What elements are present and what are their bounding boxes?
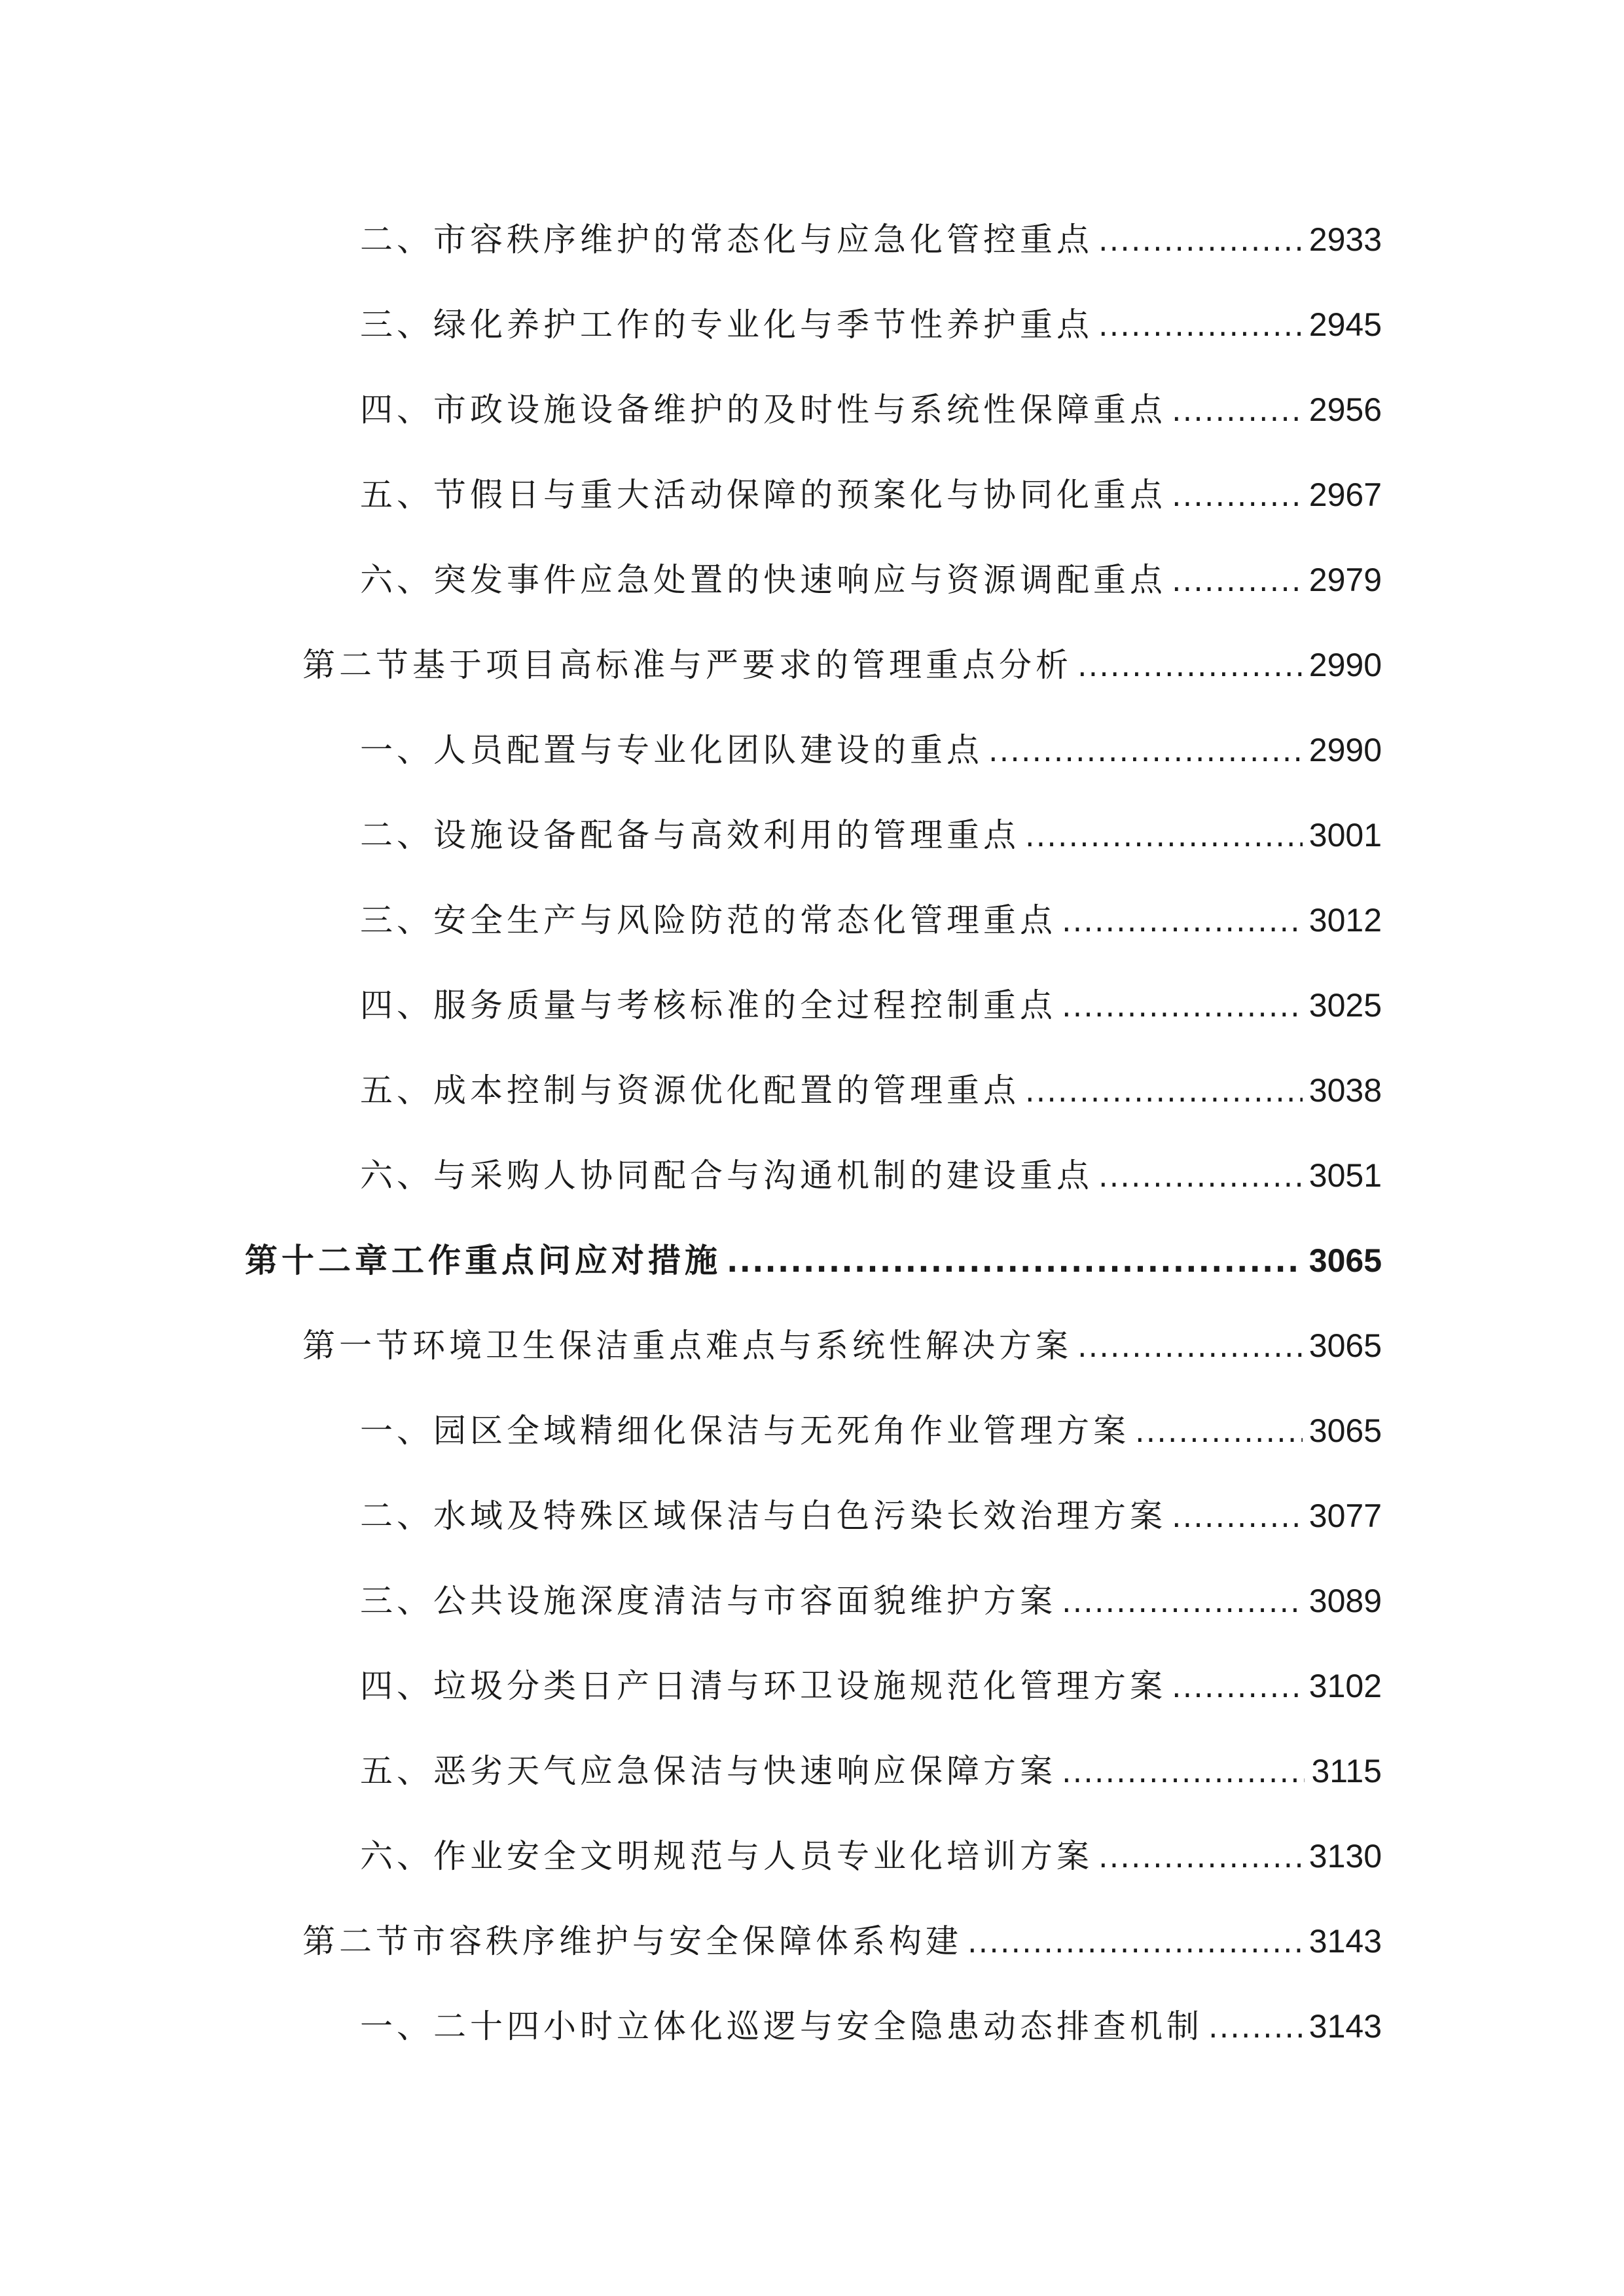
toc-entry[interactable] <box>360 724 1382 776</box>
toc-entry[interactable] <box>302 1915 1382 1967</box>
toc-entry[interactable] <box>360 1149 1382 1202</box>
toc-entry[interactable] <box>360 213 1382 266</box>
toc-entry-title: 三、公共设施深度清洁与市容面貌维护方案 <box>360 1582 1056 1620</box>
toc-page-number: 3102 <box>1308 1668 1382 1704</box>
toc-entry[interactable] <box>360 384 1382 436</box>
toc-dot-leader <box>1208 2001 1303 2053</box>
toc-entry[interactable] <box>360 1405 1382 1457</box>
toc-page-number: 2945 <box>1308 306 1382 343</box>
toc-entry[interactable] <box>302 639 1382 691</box>
toc-page-number: 3051 <box>1308 1157 1382 1194</box>
toc-page-number: 2990 <box>1308 647 1382 683</box>
toc-entry-title: 六、突发事件应急处置的快速响应与资源调配重点 <box>360 561 1166 599</box>
toc-entry[interactable] <box>360 809 1382 861</box>
toc-dot-leader <box>1098 1831 1303 1883</box>
toc-dot-leader <box>967 1916 1303 1968</box>
toc-entry[interactable] <box>360 1660 1382 1712</box>
toc-page-number: 3001 <box>1308 817 1382 853</box>
toc-dot-leader <box>1172 554 1303 607</box>
toc-entry-title: 五、节假日与重大活动保障的预案化与协同化重点 <box>360 476 1166 514</box>
toc-page-number: 3065 <box>1308 1412 1382 1449</box>
toc-dot-leader <box>727 1235 1303 1287</box>
toc-chapter-entry[interactable] <box>245 1234 1382 1287</box>
toc-entry-title: 一、二十四小时立体化巡逻与安全隐患动态排查机制 <box>360 2007 1203 2045</box>
toc-entry[interactable] <box>360 2000 1382 2053</box>
toc-dot-leader <box>1098 214 1303 266</box>
toc-entry-title: 三、绿化养护工作的专业化与季节性养护重点 <box>360 306 1093 344</box>
toc-entry-title: 第二节市容秩序维护与安全保障体系构建 <box>302 1922 962 1960</box>
toc-page-number: 2979 <box>1308 562 1382 598</box>
toc-entry[interactable] <box>360 1575 1382 1627</box>
toc-dot-leader <box>1062 895 1303 947</box>
toc-entry[interactable] <box>360 1745 1382 1797</box>
toc-entry[interactable] <box>360 979 1382 1031</box>
toc-entry-title: 五、恶劣天气应急保洁与快速响应保障方案 <box>360 1752 1056 1790</box>
toc-dot-leader <box>1135 1405 1303 1458</box>
toc-entry-title: 四、服务质量与考核标准的全过程控制重点 <box>360 986 1056 1024</box>
toc-entry-title: 四、垃圾分类日产日清与环卫设施规范化管理方案 <box>360 1667 1166 1705</box>
toc-dot-leader <box>1172 384 1303 437</box>
toc-entry-title: 二、设施设备配备与高效利用的管理重点 <box>360 816 1020 854</box>
toc-entry-title: 二、水域及特殊区域保洁与白色污染长效治理方案 <box>360 1497 1166 1535</box>
toc-page-number: 2967 <box>1308 476 1382 513</box>
toc-page-number: 3089 <box>1308 1583 1382 1619</box>
toc-page-number: 3143 <box>1308 2008 1382 2045</box>
toc-page-number: 3065 <box>1308 1327 1382 1364</box>
toc-dot-leader <box>1025 1065 1303 1117</box>
toc-dot-leader <box>1077 639 1303 692</box>
toc-dot-leader <box>1172 469 1303 522</box>
toc-page-number: 3065 <box>1308 1242 1382 1279</box>
toc-page-number: 3012 <box>1308 902 1382 939</box>
toc-dot-leader <box>1025 810 1303 862</box>
toc-dot-leader <box>1062 980 1303 1032</box>
toc-entry-title: 第二节基于项目高标准与严要求的管理重点分析 <box>302 646 1072 684</box>
toc-dot-leader <box>1172 1660 1303 1713</box>
toc-entry-title: 一、人员配置与专业化团队建设的重点 <box>360 731 983 769</box>
toc-entry-title: 六、作业安全文明规范与人员专业化培训方案 <box>360 1837 1093 1875</box>
toc-dot-leader <box>1077 1320 1303 1372</box>
toc-entry[interactable] <box>360 1830 1382 1882</box>
toc-entry[interactable] <box>360 554 1382 606</box>
toc-entry-title: 二、市容秩序维护的常态化与应急化管控重点 <box>360 221 1093 259</box>
toc-chapter-title: 第十二章工作重点问应对措施 <box>245 1242 721 1280</box>
toc-entry[interactable] <box>360 469 1382 521</box>
toc-entry[interactable] <box>360 1490 1382 1542</box>
toc-page-number: 2990 <box>1308 732 1382 768</box>
toc-entry-title: 第一节环境卫生保洁重点难点与系统性解决方案 <box>302 1327 1072 1365</box>
toc-entry[interactable] <box>360 1064 1382 1117</box>
toc-dot-leader <box>1172 1490 1303 1543</box>
toc-entry-title: 六、与采购人协同配合与沟通机制的建设重点 <box>360 1157 1093 1194</box>
toc-page-number: 3130 <box>1308 1838 1382 1874</box>
toc-dot-leader <box>1098 1150 1303 1202</box>
toc-page-number: 3025 <box>1308 987 1382 1024</box>
toc-dot-leader <box>988 725 1303 777</box>
toc-dot-leader <box>1062 1575 1303 1628</box>
toc-dot-leader <box>1098 299 1303 351</box>
toc-entry[interactable] <box>302 1319 1382 1372</box>
toc-page-number: 3038 <box>1308 1072 1382 1109</box>
toc-page-number: 3143 <box>1308 1923 1382 1960</box>
toc-entry[interactable] <box>360 894 1382 946</box>
toc-entry-title: 一、园区全域精细化保洁与无死角作业管理方案 <box>360 1412 1130 1450</box>
toc-entry[interactable] <box>360 298 1382 351</box>
toc-dot-leader <box>1062 1746 1305 1798</box>
toc-page-number: 3115 <box>1311 1753 1382 1789</box>
toc-entry-title: 五、成本控制与资源优化配置的管理重点 <box>360 1071 1020 1109</box>
toc-page-number: 2933 <box>1308 221 1382 258</box>
toc-page-number: 2956 <box>1308 391 1382 428</box>
toc-entry-title: 四、市政设施设备维护的及时性与系统性保障重点 <box>360 391 1166 429</box>
toc-page-number: 3077 <box>1308 1498 1382 1534</box>
toc-entry-title: 三、安全生产与风险防范的常态化管理重点 <box>360 901 1056 939</box>
